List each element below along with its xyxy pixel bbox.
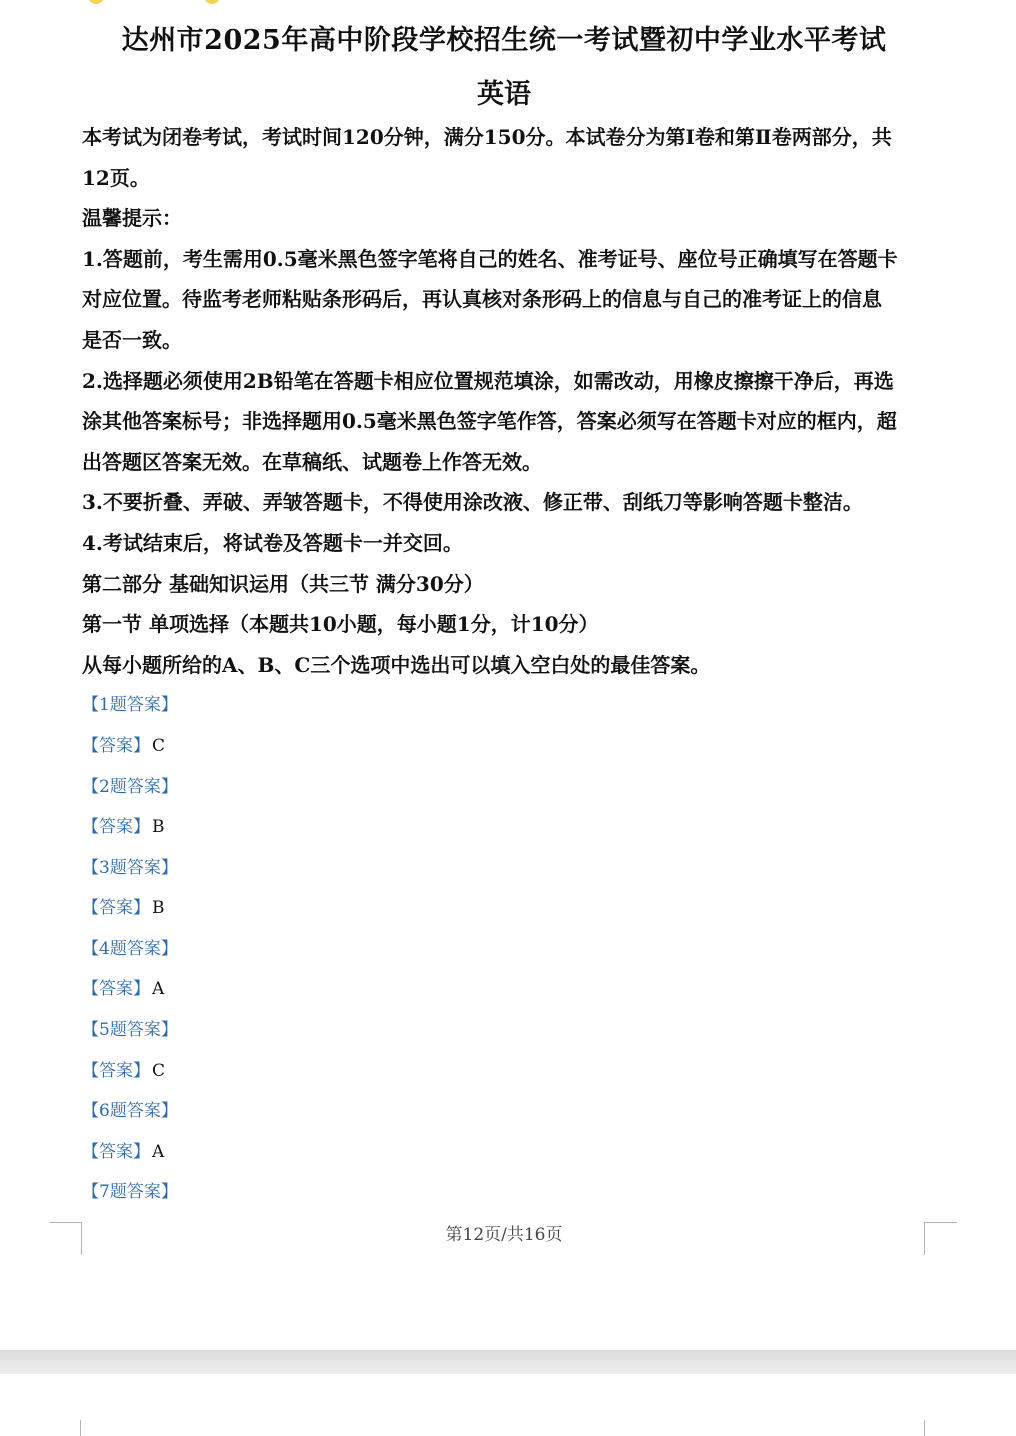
answer-header: 【6题答案】 — [82, 1101, 178, 1122]
document-title: 达州市2025年高中阶段学校招生统一考试暨初中学业水平考试 — [121, 25, 887, 56]
page-gap — [0, 1350, 1016, 1374]
answer-value: C — [152, 1060, 166, 1081]
answer-line: 【答案】 B — [82, 817, 165, 838]
section-heading: 第一节 单项选择（本题共10小题，每小题1分，计10分） — [82, 612, 599, 637]
section-heading: 第二部分 基础知识运用（共三节 满分30分） — [82, 571, 484, 596]
crop-mark — [924, 1420, 925, 1436]
answer-line: 【答案】 C — [82, 735, 166, 756]
text-line: 4.考试结束后，将试卷及答题卡一并交回。 — [82, 530, 463, 555]
answer-value: C — [152, 735, 166, 756]
page-footer: 第12页/共16页 — [445, 1225, 563, 1245]
answer-value: B — [152, 898, 165, 919]
answer-header: 【7题答案】 — [82, 1182, 178, 1203]
text-line: 12页。 — [82, 165, 150, 190]
text-line: 对应位置。待监考老师粘贴条形码后，再认真核对条形码上的信息与自己的准考证上的信息 — [82, 287, 882, 312]
answer-value: A — [152, 979, 165, 1000]
answer-line: 【答案】 B — [82, 898, 165, 919]
text-line: 1.答题前，考生需用0.5毫米黑色签字笔将自己的姓名、准考证号、座位号正确填写在答题卡 — [82, 246, 898, 271]
answer-line: 【答案】 A — [82, 979, 165, 1000]
document-body — [82, 117, 928, 1213]
answer-line: 【答案】 C — [82, 1060, 166, 1081]
logo-fragment — [88, 0, 104, 4]
next-document-page — [0, 1374, 1016, 1436]
answer-header: 【3题答案】 — [82, 857, 178, 878]
answer-header: 【2题答案】 — [82, 776, 178, 797]
answer-header: 【1题答案】 — [82, 695, 178, 716]
answer-value: A — [152, 1141, 165, 1162]
answer-header: 【5题答案】 — [82, 1020, 178, 1041]
text-line: 温馨提示： — [82, 206, 182, 231]
answer-value: B — [152, 817, 165, 838]
instruction-line: 从每小题所给的A、B、C三个选项中选出可以填入空白处的最佳答案。 — [82, 652, 711, 677]
text-line: 出答题区答案无效。在草稿纸、试题卷上作答无效。 — [82, 449, 542, 474]
crop-mark — [80, 1420, 81, 1436]
answer-line: 【答案】 A — [82, 1141, 165, 1162]
text-line: 涂其他答案标号；非选择题用0.5毫米黑色签字笔作答，答案必须写在答题卡对应的框内，超 — [82, 409, 897, 434]
text-line: 2.选择题必须使用2B铅笔在答题卡相应位置规范填涂，如需改动，用橡皮擦擦干净后，再选 — [82, 368, 894, 393]
text-line: 3.不要折叠、弄破、弄皱答题卡，不得使用涂改液、修正带、刮纸刀等影响答题卡整洁。 — [82, 490, 863, 515]
logo-fragment — [204, 0, 220, 4]
document-subject: 英语 — [477, 79, 531, 110]
text-line: 是否一致。 — [82, 327, 182, 352]
answer-header: 【4题答案】 — [82, 938, 178, 959]
text-line: 本考试为闭卷考试，考试时间120分钟，满分150分。本试卷分为第Ⅰ卷和第Ⅱ卷两部分，共 — [82, 125, 892, 149]
